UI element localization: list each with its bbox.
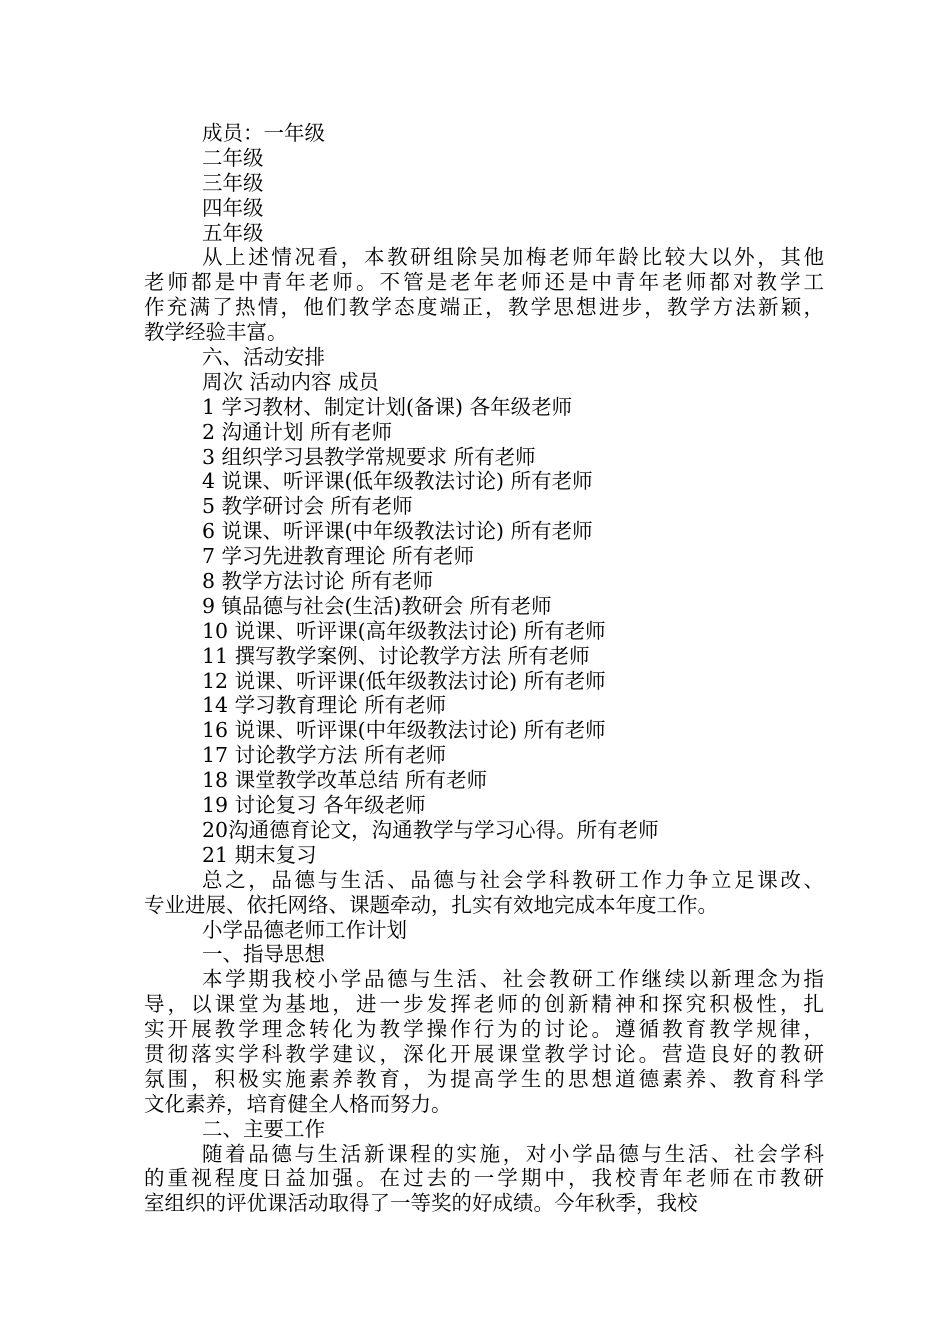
- paragraph-line: 本学期我校小学品德与生活、社会教研工作继续以新理念为指: [202, 967, 824, 992]
- paragraph-line: 实开展教学理念转化为教学操作行为的讨论。遵循教育教学规律，: [144, 1017, 824, 1042]
- schedule-row: 2 沟通计划 所有老师: [202, 419, 393, 444]
- paragraph-line: 的重视程度日益加强。在过去的一学期中，我校青年老师在市教研: [144, 1166, 824, 1191]
- paragraph-line: 专业进展、依托网络、课题牵动，扎实有效地完成本年度工作。: [144, 892, 718, 917]
- paragraph-line: 导，以课堂为基地，进一步发挥老师的创新精神和探究积极性，扎: [144, 992, 824, 1017]
- schedule-row: 20沟通德育论文，沟通教学与学习心得。所有老师: [202, 817, 659, 842]
- schedule-row: 19 讨论复习 各年级老师: [202, 793, 426, 818]
- schedule-row: 7 学习先进教育理论 所有老师: [202, 544, 475, 569]
- schedule-row: 3 组织学习县教学常规要求 所有老师: [202, 444, 536, 469]
- schedule-row: 16 说课、听评课(中年级教法讨论) 所有老师: [202, 718, 606, 743]
- paragraph-line: 室组织的评优课活动取得了一等奖的好成绩。今年秋季，我校: [144, 1191, 698, 1216]
- paragraph-line: 教学经验丰富。: [144, 320, 288, 345]
- grade-4: 四年级: [202, 195, 264, 220]
- schedule-row: 6 说课、听评课(中年级教法讨论) 所有老师: [202, 519, 593, 544]
- schedule-header: 周次 活动内容 成员: [202, 369, 380, 394]
- members-grade-1: 成员：一年级: [202, 121, 325, 145]
- paragraph-line: 随着品德与生活新课程的实施，对小学品德与生活、社会学科: [202, 1141, 824, 1166]
- section-heading: 六、活动安排: [202, 345, 325, 370]
- paragraph-line: 氛围，积极实施素养教育，为提高学生的思想道德素养、教育科学: [144, 1066, 824, 1091]
- document-title: 小学品德老师工作计划: [202, 917, 407, 942]
- schedule-row: 17 讨论教学方法 所有老师: [202, 743, 447, 768]
- schedule-row: 1 学习教材、制定计划(备课) 各年级老师: [202, 394, 573, 419]
- paragraph-line: 文化素养，培育健全人格而努力。: [144, 1091, 452, 1116]
- schedule-row: 18 课堂教学改革总结 所有老师: [202, 768, 488, 793]
- paragraph-line: 老师都是中青年老师。不管是老年老师还是中青年老师都对教学工: [144, 270, 824, 295]
- grade-5: 五年级: [202, 220, 264, 245]
- document-page: [144, 121, 824, 1216]
- schedule-row: 8 教学方法讨论 所有老师: [202, 569, 434, 594]
- grade-3: 三年级: [202, 170, 264, 195]
- paragraph-line: 作充满了热情，他们教学态度端正，教学思想进步，教学方法新颖，: [144, 295, 824, 320]
- schedule-row: 4 说课、听评课(低年级教法讨论) 所有老师: [202, 469, 593, 494]
- schedule-row: 14 学习教育理论 所有老师: [202, 693, 447, 718]
- schedule-row: 5 教学研讨会 所有老师: [202, 494, 413, 519]
- schedule-row: 9 镇品德与社会(生活)教研会 所有老师: [202, 593, 552, 618]
- paragraph-line: 从上述情况看，本教研组除吴加梅老师年龄比较大以外，其他: [202, 245, 824, 270]
- section-heading: 一、指导思想: [202, 942, 325, 967]
- section-heading: 二、主要工作: [202, 1116, 325, 1141]
- schedule-row: 11 撰写教学案例、讨论教学方法 所有老师: [202, 643, 590, 668]
- schedule-row: 12 说课、听评课(低年级教法讨论) 所有老师: [202, 668, 606, 693]
- schedule-row: 10 说课、听评课(高年级教法讨论) 所有老师: [202, 618, 606, 643]
- schedule-row: 21 期末复习: [202, 842, 317, 867]
- paragraph-line: 总之，品德与生活、品德与社会学科教研工作力争立足课改、: [202, 867, 824, 892]
- paragraph-line: 贯彻落实学科教学建议，深化开展课堂教学讨论。营造良好的教研: [144, 1041, 824, 1066]
- grade-2: 二年级: [202, 145, 264, 170]
